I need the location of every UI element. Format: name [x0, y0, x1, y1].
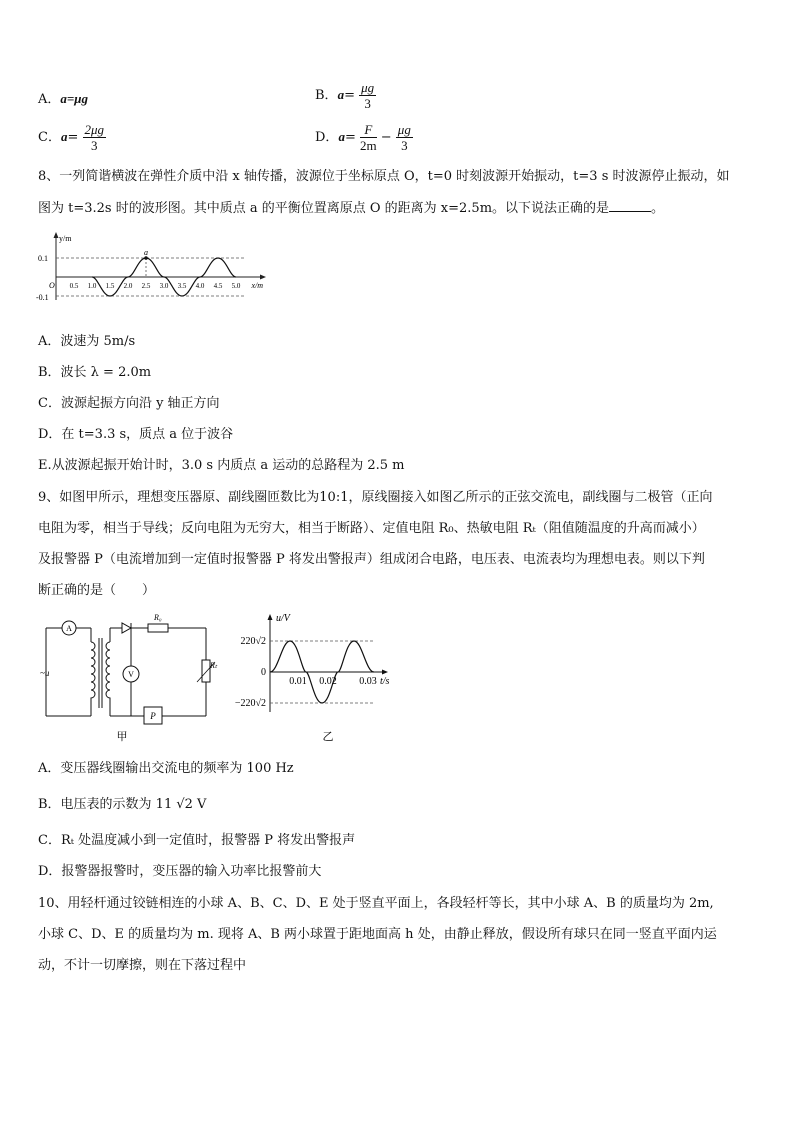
q8-option-e[interactable]: E.从波源起振开始计时，3.0 s 内质点 a 运动的总路程为 2.5 m — [38, 458, 405, 473]
q9-option-d[interactable]: D．报警器报警时，变压器的输入功率比报警前大 — [38, 864, 322, 879]
x-tick-label: 2.0 — [123, 282, 133, 290]
equals-sign: = — [344, 130, 356, 145]
numerator: 2μg — [84, 122, 105, 137]
equals-sign: = — [344, 88, 355, 103]
denominator: 3 — [364, 96, 371, 111]
primary-coil-icon — [91, 642, 95, 702]
stem-end: 。 — [651, 201, 665, 216]
x-tick-label: 2.5 — [141, 282, 151, 290]
voltmeter-label: V — [128, 670, 134, 679]
stem-text: 图为 t=3.2s 时的波形图。其中质点 a 的平衡位置离原点 O 的距离为 x=2.5m。以下说法正确的是 — [38, 201, 610, 216]
denominator: 2m — [359, 138, 377, 153]
q7-option-b[interactable] — [315, 80, 376, 111]
y-axis-arrow — [268, 614, 273, 620]
q8-wave-graph — [36, 230, 272, 306]
option-label: C． — [38, 130, 61, 145]
numerator: μg — [361, 80, 375, 95]
x-tick-label: 1.5 — [105, 282, 115, 290]
q9-voltage-graph — [228, 610, 398, 745]
option-label: B． — [315, 88, 338, 103]
origin-label: O — [49, 281, 55, 290]
formula-lhs: a — [337, 87, 345, 102]
y-tick-zero: 0 — [261, 667, 266, 678]
x-tick-label: 3.5 — [177, 282, 187, 290]
formula-lhs: a — [60, 91, 67, 106]
y-axis-arrow — [54, 232, 59, 238]
formula-rhs: =μg — [66, 91, 89, 106]
secondary-coil-icon — [106, 642, 110, 702]
option-label: D． — [315, 130, 339, 145]
fraction — [83, 122, 107, 153]
q9-stem-line-2: 电阻为零，相当于导线；反向电阻为无穷大，相当于断路）、定值电阻 R₀、热敏电阻 Rₜ（阻值随温度的升高而减小） — [38, 521, 705, 536]
x-axis-label: t/s — [380, 676, 390, 687]
r0-label: R₀ — [154, 613, 162, 622]
q10-stem-line-3: 动，不计一切摩擦，则在下落过程中 — [38, 958, 247, 973]
q7-option-d[interactable] — [315, 122, 413, 153]
y-tick-top: 220√2 — [240, 636, 266, 647]
numerator: μg — [397, 122, 411, 137]
q9-stem-line-4: 断正确的是（ ） — [38, 583, 156, 598]
x-tick-label: 0.5 — [69, 282, 79, 290]
q8-stem-line-2 — [38, 199, 664, 218]
q9-stem-line-3: 及报警器 P（电流增加到一定值时报警器 P 将发出警报声）组成闭合电路，电压表、电流表均为理想电表。则以下判 — [38, 552, 705, 567]
figure-caption-yi: 乙 — [322, 731, 334, 743]
y-axis-label: u/V — [276, 613, 290, 624]
denominator: 3 — [401, 138, 408, 153]
alarm-label: P — [150, 711, 156, 721]
x-tick-2: 0.02 — [319, 676, 337, 687]
numerator: F — [360, 122, 377, 138]
x-tick-label: 3.0 — [159, 282, 169, 290]
minus-sign: − — [380, 130, 392, 145]
x-axis-label: x/m — [251, 281, 263, 290]
q8-option-a[interactable]: A．波速为 5m/s — [38, 334, 136, 349]
x-tick-label: 4.5 — [213, 282, 223, 290]
q9-option-b[interactable]: B．电压表的示数为 11 √2 V — [38, 797, 207, 812]
x-tick-1: 0.01 — [289, 676, 307, 687]
y-tick-bottom: -0.1 — [36, 293, 49, 302]
x-tick-3: 0.03 — [359, 676, 377, 687]
x-tick-label: 4.0 — [195, 282, 205, 290]
x-tick-label: 5.0 — [231, 282, 241, 290]
q9-option-c[interactable]: C．Rₜ 处温度减小到一定值时，报警器 P 将发出警报声 — [38, 833, 356, 848]
q8-stem-line-1: 8、一列简谐横波在弹性介质中沿 x 轴传播，波源位于坐标原点 O，t=0 时刻波源开始振动，t=3 s 时波源停止振动，如 — [38, 169, 730, 184]
q10-stem-line-1: 10、用轻杆通过铰链相连的小球 A、B、C、D、E 处于竖直平面上，各段轻杆等长，其中小球 A、B 的质量均为 2m, — [38, 896, 714, 911]
y-axis-label: y/m — [59, 234, 72, 243]
q8-option-d[interactable]: D．在 t=3.3 s，质点 a 位于波谷 — [38, 427, 234, 442]
ammeter-label: A — [66, 624, 72, 633]
source-label: ~u — [40, 668, 50, 678]
y-tick-top: 0.1 — [38, 254, 48, 263]
denominator: 3 — [91, 138, 98, 153]
resistor-r0-icon — [148, 624, 168, 632]
q7-option-a[interactable] — [38, 88, 88, 107]
answer-blank[interactable] — [609, 199, 651, 212]
point-a-label: a — [144, 248, 148, 257]
x-tick-label: 1.0 — [87, 282, 97, 290]
formula-lhs: a — [60, 129, 68, 144]
q8-option-c[interactable]: C．波源起振方向沿 y 轴正方向 — [38, 396, 220, 411]
thermistor-rt-icon — [202, 660, 210, 682]
equals-sign: = — [67, 130, 79, 145]
option-label: A． — [38, 92, 61, 107]
y-tick-bottom: −220√2 — [234, 698, 266, 709]
q10-stem-line-2: 小球 C、D、E 的质量均为 m. 现将 A、B 两小球置于距地面高 h 处，由静止释放，假设所有球只在同一竖直平面内运 — [38, 927, 717, 942]
q7-option-c[interactable] — [38, 122, 106, 153]
fraction — [360, 122, 377, 153]
rt-label: Rₜ — [210, 661, 218, 670]
x-tick-labels — [70, 282, 241, 290]
fraction — [396, 122, 413, 153]
q9-option-a[interactable]: A．变压器线圈输出交流电的频率为 100 Hz — [38, 761, 294, 776]
fraction — [359, 80, 376, 111]
q8-option-b[interactable]: B．波长 λ = 2.0m — [38, 365, 152, 380]
figure-caption-jia: 甲 — [116, 731, 128, 743]
q9-stem-line-1: 9、如图甲所示，理想变压器原、副线圈匝数比为10:1，原线圈接入如图乙所示的正弦交流电，副线圈与二极管（正向 — [38, 490, 713, 505]
q9-circuit-diagram — [36, 610, 221, 745]
x-axis-arrow — [382, 670, 388, 675]
formula-lhs: a — [338, 129, 345, 144]
x-axis-arrow — [260, 275, 266, 280]
diode-icon — [122, 623, 131, 633]
